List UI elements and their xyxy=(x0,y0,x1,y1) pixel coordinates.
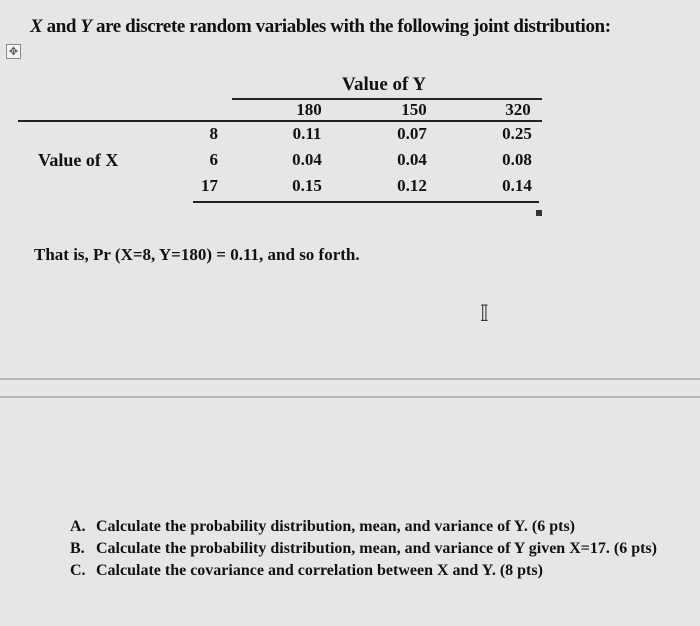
move-handle-icon[interactable]: ✥ xyxy=(6,44,21,59)
question-text: Calculate the probability distribution, mean, and variance of Y given X=17. (6 pts) xyxy=(96,540,657,557)
table-cell: 0.04 xyxy=(397,150,427,169)
table-cell: 0.04 xyxy=(292,150,322,169)
table-header-rule xyxy=(18,120,542,122)
var-x: X xyxy=(30,16,43,37)
table-bottom-rule xyxy=(193,201,539,203)
x-value-row-3: 17 xyxy=(201,176,218,195)
x-value-row-1: 8 xyxy=(209,124,218,143)
x-value-row-2: 6 xyxy=(209,150,218,169)
table-cell: 0.25 xyxy=(502,124,532,143)
y-value-col-2: 150 xyxy=(401,100,427,119)
y-value-col-1: 180 xyxy=(296,100,322,119)
intro-text xyxy=(30,16,611,38)
table-resize-handle[interactable] xyxy=(536,210,542,216)
x-header: Value of X xyxy=(38,150,119,170)
section-divider-bottom xyxy=(0,396,700,398)
table-cell: 0.12 xyxy=(397,176,427,195)
var-y: Y xyxy=(80,16,92,37)
y-value-col-3: 320 xyxy=(505,100,531,119)
intro-and: and xyxy=(42,16,81,37)
question-label: C. xyxy=(70,562,86,579)
note-text: That is, Pr (X=8, Y=180) = 0.11, and so forth. xyxy=(34,245,360,264)
table-cell: 0.14 xyxy=(502,176,532,195)
table-cell: 0.07 xyxy=(397,124,427,143)
question-label: A. xyxy=(70,518,86,535)
section-divider-top xyxy=(0,378,700,380)
question-label: B. xyxy=(70,540,85,557)
y-header: Value of Y xyxy=(342,74,427,95)
question-text: Calculate the covariance and correlation between X and Y. (8 pts) xyxy=(96,562,543,579)
question-b xyxy=(70,540,657,558)
table-cell: 0.15 xyxy=(292,176,322,195)
question-a xyxy=(70,518,575,536)
table-cell: 0.08 xyxy=(502,150,532,169)
intro-rest: are discrete random variables with the following joint distribution: xyxy=(91,16,611,37)
table-cell: 0.11 xyxy=(292,124,322,143)
question-c xyxy=(70,562,543,580)
text-cursor-icon: 𝕀 xyxy=(480,302,489,327)
question-text: Calculate the probability distribution, mean, and variance of Y. (6 pts) xyxy=(96,518,575,535)
